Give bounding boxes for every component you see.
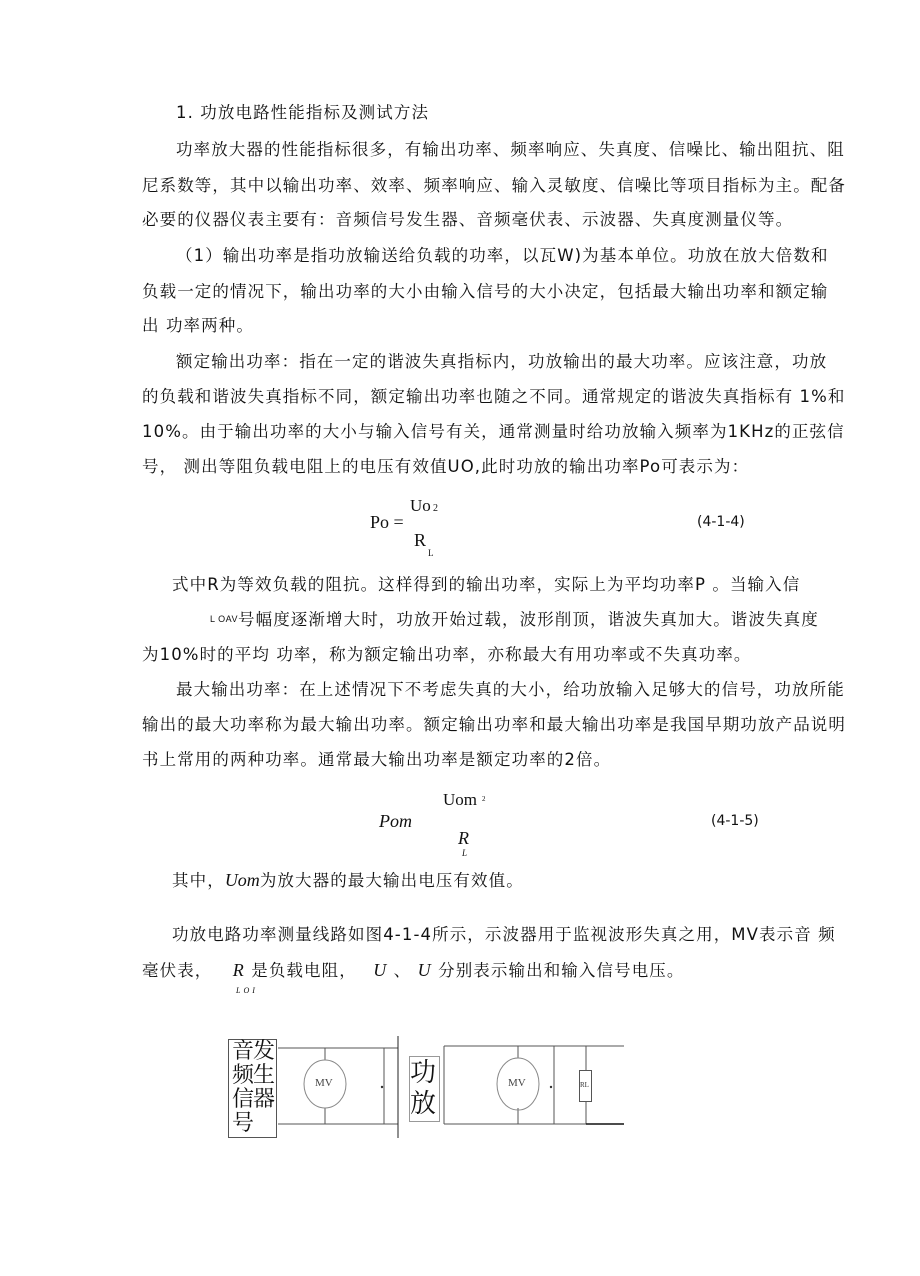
text-line: 必要的仪器仪表主要有：音频信号发生器、音频毫伏表、示波器、失真度测量仪等。 [142,210,794,229]
formula-superscript: 2 [433,503,440,514]
text-line: 为10%时的平均 功率，称为额定输出功率，亦称最大有用功率或不失真功率。 [142,645,752,664]
note-prefix: 其中， [172,871,225,890]
label-line: 号 [232,1111,254,1136]
formula-denominator: R [414,530,427,550]
text-line: 10%。由于输出功率的大小与输入信号有关，通常测量时给功放输入频率为1KHz的正弦信 [142,422,845,441]
text-line: 尼系数等，其中以输出功率、效率、频率响应、输入灵敏度、信噪比等项目指标为主。配备 [142,176,846,195]
section-title: 1. 功放电路性能指标及测试方法 [176,103,430,122]
text-span: 分别表示输出和输入信号电压。 [438,961,685,980]
text-line: 输出的最大功率称为最大输出功率。额定输出功率和最大输出功率是我国早期功放产品说明 [142,715,846,734]
text-line: 式中R为等效负载的阻抗。这样得到的输出功率，实际上为平均功率P 。当输入信 [172,575,801,594]
formula-lhs: Pom [379,811,412,831]
equation-number: (4-1-5) [711,813,759,829]
note-variable: Uom [224,870,260,890]
formula-superscript: 2 [482,795,488,803]
meter-label-left: MV [315,1077,333,1089]
text-line: 额定输出功率：指在一定的谐波失真指标内，功放输出的最大功率。应该注意，功放 [176,352,828,371]
label-line: 音发 [232,1039,275,1064]
equation-number: (4-1-4) [697,514,745,530]
text-line: （1）输出功率是指功放输送给负载的功率，以瓦W)为基本单位。功放在放大倍数和 [176,246,829,265]
formula-lhs: Po = [370,512,404,532]
text-line: 负载一定的情况下，输出功率的大小由输入信号的大小决定，包括最大输出功率和额定输 [142,282,829,301]
text-line: 出 功率两种。 [142,316,254,335]
text-line: 功率放大器的性能指标很多，有输出功率、频率响应、失真度、信噪比、输出阻抗、阻 [176,140,845,159]
label-line: 信器 [232,1087,275,1112]
label-line: 功 [410,1058,437,1088]
variable-u: U [373,960,388,980]
meter-label-right: MV [508,1077,526,1089]
text-line: 最大输出功率：在上述情况下不考虑失真的大小，给功放输入足够大的信号，功放所能 [176,680,845,699]
formula-numerator: Uo [410,496,431,515]
label-line: 频生 [232,1063,275,1088]
subscript-text: L OAV [210,614,239,624]
text-line: 书上常用的两种功率。通常最大输出功率是额定功率的2倍。 [142,750,612,769]
formula-subscript: L [462,848,470,858]
text-span: 毫伏表， [142,961,213,980]
formula-subscript: L [428,548,436,558]
text-line: 号幅度逐渐增大时，功放开始过载，波形削顶，谐波失真加大。谐波失真度 [238,610,819,629]
note-suffix: 为放大器的最大输出电压有效值。 [259,871,524,890]
amplifier-label [410,1058,436,1120]
generator-label [232,1040,274,1136]
resistor-label: RL [580,1081,589,1089]
text-line: 的负载和谐波失真指标不同，额定输出功率也随之不同。通常规定的谐波失真指标有 1%和 [142,387,846,406]
formula-denominator: R [458,828,469,848]
formula-numerator: Uom [443,790,477,809]
text-line: 功放电路功率测量线路如图4-1-4所示，示波器用于监视波形失真之用，MV表示音 频 [172,925,836,944]
variable-r: R [232,960,245,980]
text-line: 号， 测出等阻负载电阻上的电压有效值UO,此时功放的输出功率Po可表示为： [142,457,750,476]
subscript-text: LOI [236,986,258,995]
text-span: 是负载电阻， [251,961,357,980]
text-span: 、 [393,961,412,980]
label-line: 放 [410,1089,437,1119]
variable-u: U [417,960,432,980]
